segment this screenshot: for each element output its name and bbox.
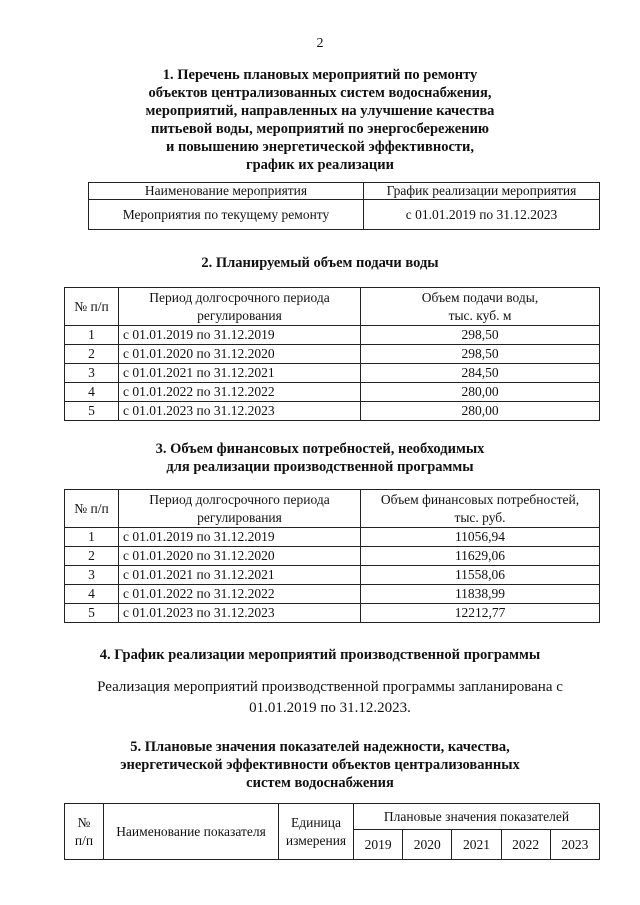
table-row xyxy=(65,528,600,547)
table-row xyxy=(65,326,600,345)
row-amount: 11056,94 xyxy=(361,528,600,547)
row-amount: 11629,06 xyxy=(361,547,600,566)
schedule-cell: с 01.01.2019 по 31.12.2023 xyxy=(364,200,600,230)
section1-title-line: мероприятий, направленных на улучшение качества xyxy=(145,103,495,119)
header-indicator-name: Наименование показателя xyxy=(104,804,279,860)
row-period: с 01.01.2019 по 31.12.2019 xyxy=(119,528,361,547)
financial-needs-table xyxy=(64,489,600,623)
header-year: 2021 xyxy=(452,830,501,860)
row-num: 1 xyxy=(65,326,119,345)
header-period-line: регулирования xyxy=(197,307,282,323)
header-finance xyxy=(361,490,600,528)
row-period: с 01.01.2021 по 31.12.2021 xyxy=(119,364,361,383)
header-planned-values: Плановые значения показателей xyxy=(354,804,600,830)
table-row xyxy=(65,364,600,383)
section3-title-line: 3. Объем финансовых потребностей, необходимых xyxy=(155,441,485,457)
header-finance-line: Объем финансовых потребностей, xyxy=(380,491,580,507)
table-row xyxy=(65,345,600,364)
section1-title-line: питьевой воды, мероприятий по энергосбережению xyxy=(150,121,490,137)
table-row xyxy=(89,200,600,230)
activities-table xyxy=(88,182,600,230)
table-row xyxy=(65,383,600,402)
page-number: 2 xyxy=(316,36,324,51)
header-year: 2020 xyxy=(403,830,452,860)
section4-title: 4. График реализации мероприятий производственной программы xyxy=(99,647,541,663)
row-num: 4 xyxy=(65,383,119,402)
indicators-table xyxy=(64,803,600,860)
section5-title-line: 5. Плановые значения показателей надежности, качества, xyxy=(130,739,510,755)
header-year: 2019 xyxy=(354,830,403,860)
table-row xyxy=(65,566,600,585)
section1-title-line: график их реализации xyxy=(245,157,394,173)
row-volume: 284,50 xyxy=(361,364,600,383)
header-unit xyxy=(279,804,354,860)
header-period-line: Период долгосрочного периода xyxy=(149,289,330,305)
row-num: 2 xyxy=(65,547,119,566)
row-volume: 298,50 xyxy=(361,345,600,364)
header-unit-line: измерения xyxy=(285,832,347,848)
row-period: с 01.01.2020 по 31.12.2020 xyxy=(119,345,361,364)
header-period-line: Период долгосрочного периода xyxy=(149,491,330,507)
section1-title xyxy=(40,66,600,174)
header-unit-line: Единица xyxy=(290,814,341,830)
table-row xyxy=(65,604,600,623)
activity-name-cell: Мероприятия по текущему ремонту xyxy=(89,200,364,230)
header-volume-line: Объем подачи воды, xyxy=(421,289,539,305)
table-row xyxy=(65,585,600,604)
section3-title xyxy=(40,440,600,476)
section4-text-line: 01.01.2019 по 31.12.2023. xyxy=(249,700,411,716)
section5-title xyxy=(40,738,600,792)
table-header-row xyxy=(65,288,600,326)
header-activity-name: Наименование мероприятия xyxy=(89,183,364,200)
section2-title: 2. Планируемый объем подачи воды xyxy=(201,255,439,271)
header-period xyxy=(119,490,361,528)
row-amount: 11558,06 xyxy=(361,566,600,585)
table-header-row xyxy=(65,490,600,528)
row-volume: 280,00 xyxy=(361,402,600,421)
row-amount: 11838,99 xyxy=(361,585,600,604)
row-num: 3 xyxy=(65,566,119,585)
row-num: 5 xyxy=(65,402,119,421)
section5-title-line: энергетической эффективности объектов централизованных xyxy=(120,757,520,773)
row-period: с 01.01.2019 по 31.12.2019 xyxy=(119,326,361,345)
row-num: 4 xyxy=(65,585,119,604)
table-row xyxy=(65,547,600,566)
row-period: с 01.01.2023 по 31.12.2023 xyxy=(119,402,361,421)
row-period: с 01.01.2022 по 31.12.2022 xyxy=(119,585,361,604)
header-period-line: регулирования xyxy=(197,509,282,525)
section1-title-line: объектов централизованных систем водоснабжения, xyxy=(148,85,492,101)
section4-text-line: Реализация мероприятий производственной программы запланирована с xyxy=(97,679,563,695)
row-period: с 01.01.2020 по 31.12.2020 xyxy=(119,547,361,566)
section1-title-line: 1. Перечень плановых мероприятий по ремонту xyxy=(162,67,478,83)
header-schedule: График реализации мероприятия xyxy=(364,183,600,200)
table-header-row xyxy=(65,804,600,830)
table-header-row xyxy=(89,183,600,200)
header-num: № п/п xyxy=(65,490,119,528)
row-num: 2 xyxy=(65,345,119,364)
header-num-line: № xyxy=(77,814,91,830)
row-num: 3 xyxy=(65,364,119,383)
header-num xyxy=(65,804,104,860)
row-period: с 01.01.2021 по 31.12.2021 xyxy=(119,566,361,585)
section3-title-line: для реализации производственной программы xyxy=(166,459,474,475)
header-volume xyxy=(361,288,600,326)
row-amount: 12212,77 xyxy=(361,604,600,623)
header-year: 2022 xyxy=(501,830,550,860)
row-period: с 01.01.2022 по 31.12.2022 xyxy=(119,383,361,402)
row-num: 1 xyxy=(65,528,119,547)
section1-title-line: и повышению энергетической эффективности, xyxy=(166,139,474,155)
header-period xyxy=(119,288,361,326)
row-period: с 01.01.2023 по 31.12.2023 xyxy=(119,604,361,623)
row-volume: 280,00 xyxy=(361,383,600,402)
header-num: № п/п xyxy=(65,288,119,326)
table-row xyxy=(65,402,600,421)
row-num: 5 xyxy=(65,604,119,623)
header-num-line: п/п xyxy=(74,832,94,848)
row-volume: 298,50 xyxy=(361,326,600,345)
section5-title-line: систем водоснабжения xyxy=(246,775,394,791)
section4-text xyxy=(60,677,600,719)
header-finance-line: тыс. руб. xyxy=(454,509,506,525)
header-year: 2023 xyxy=(550,830,599,860)
header-volume-line: тыс. куб. м xyxy=(448,307,512,323)
water-supply-table xyxy=(64,287,600,421)
